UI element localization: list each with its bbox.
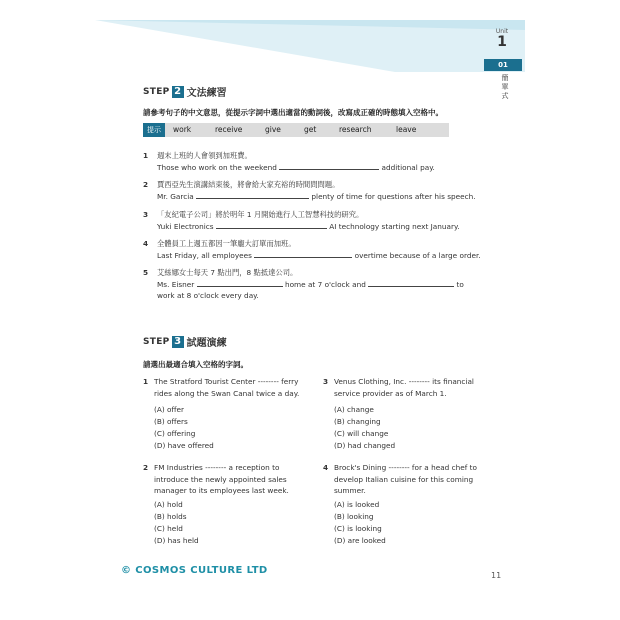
answer-blank[interactable] (254, 249, 352, 258)
answer-option[interactable]: (C) offering (154, 429, 196, 438)
hint-word: receive (215, 125, 243, 134)
answer-option[interactable]: (B) changing (334, 417, 381, 426)
step-number: 3 (172, 336, 184, 348)
step3-heading (143, 334, 227, 349)
step-number: 2 (172, 86, 184, 98)
question-chinese: 全體員工上週五都因一筆龐大訂單而加班。 (157, 239, 296, 248)
question-chinese: 艾絲娜女士每天 7 點出門，8 點抵達公司。 (157, 268, 298, 277)
answer-option[interactable]: (A) hold (154, 500, 183, 509)
step-title: 試題演練 (186, 338, 227, 349)
question-number: 3 (323, 377, 329, 386)
hint-word: give (265, 125, 281, 134)
answer-option[interactable]: (A) change (334, 405, 374, 414)
question-english: Ms. Eisner home at 7 o'clock and to (157, 280, 464, 289)
answer-blank[interactable] (196, 190, 309, 199)
answer-blank[interactable] (197, 278, 283, 287)
answer-option[interactable]: (C) is looking (334, 524, 382, 533)
question-english: Last Friday, all employees overtime because of a large order. (157, 251, 481, 260)
hint-bar (143, 123, 449, 137)
answer-option[interactable]: (A) is looked (334, 500, 380, 509)
question-english: Those who work on the weekend additional pay. (157, 163, 435, 172)
answer-option[interactable]: (A) offer (154, 405, 184, 414)
answer-option[interactable]: (D) have offered (154, 441, 214, 450)
answer-option[interactable]: (D) had changed (334, 441, 396, 450)
header-banner (95, 20, 525, 72)
question-english: Yuki Electronics AI technology starting next January. (157, 222, 460, 231)
hint-label: 提示 (143, 123, 165, 137)
publisher-brand: © COSMOS CULTURE LTD (121, 565, 268, 576)
step3-instruction: 請選出最適合填入空格的字詞。 (143, 360, 248, 369)
page-number: 11 (491, 571, 502, 580)
question-stem: FM Industries -------- a reception to introduce the newly appointed sales manager to its employees last week. (154, 463, 289, 495)
answer-blank[interactable] (368, 278, 454, 287)
question-chinese: 「友紀電子公司」將於明年 1 月開始進行人工智慧科技的研究。 (157, 210, 364, 219)
question-number: 4 (143, 239, 149, 248)
question-english-cont: work at 8 o'clock every day. (157, 291, 259, 300)
unit-side-text: 簡單式 (501, 74, 509, 100)
question-number: 2 (143, 463, 149, 472)
answer-option[interactable]: (D) are looked (334, 536, 386, 545)
unit-label: Unit (495, 28, 509, 35)
question-number: 5 (143, 268, 149, 277)
answer-option[interactable]: (B) looking (334, 512, 374, 521)
question-number: 1 (143, 151, 149, 160)
unit-badge: 01 (484, 59, 522, 71)
question-stem: Venus Clothing, Inc. -------- its financial service provider as of March 1. (334, 377, 474, 398)
question-english: Mr. Garcia plenty of time for questions after his speech. (157, 192, 476, 201)
answer-option[interactable]: (B) offers (154, 417, 188, 426)
unit-number: 1 (497, 34, 507, 50)
answer-option[interactable]: (C) will change (334, 429, 389, 438)
step-word: STEP (143, 86, 170, 97)
hint-word: leave (396, 125, 417, 134)
step-title: 文法練習 (186, 88, 227, 99)
step-word: STEP (143, 336, 170, 347)
question-chinese: 賈西亞先生演講結束後，將會給大家充裕的時間問問題。 (157, 180, 340, 189)
step2-heading (143, 84, 227, 99)
hint-word: work (173, 125, 192, 134)
hint-word: get (304, 125, 317, 134)
answer-option[interactable]: (B) holds (154, 512, 187, 521)
question-number: 4 (323, 463, 329, 472)
answer-blank[interactable] (279, 161, 379, 170)
answer-blank[interactable] (216, 220, 327, 229)
question-stem: The Stratford Tourist Center -------- ferry rides along the Swan Canal twice a day. (154, 377, 300, 398)
answer-option[interactable]: (D) has held (154, 536, 199, 545)
answer-option[interactable]: (C) held (154, 524, 183, 533)
question-number: 3 (143, 210, 149, 219)
step2-instruction: 請參考句子的中文意思，從提示字詞中選出適當的動詞後，改寫成正確的時態填入空格中。 (143, 108, 443, 117)
unit-tab (482, 28, 522, 49)
question-number: 2 (143, 180, 149, 189)
question-number: 1 (143, 377, 149, 386)
hint-word: research (339, 125, 372, 134)
question-chinese: 週末上班的人會領到加班費。 (157, 151, 252, 160)
question-stem: Brock's Dining -------- for a head chef to develop Italian cuisine for this coming summer. (334, 463, 477, 495)
